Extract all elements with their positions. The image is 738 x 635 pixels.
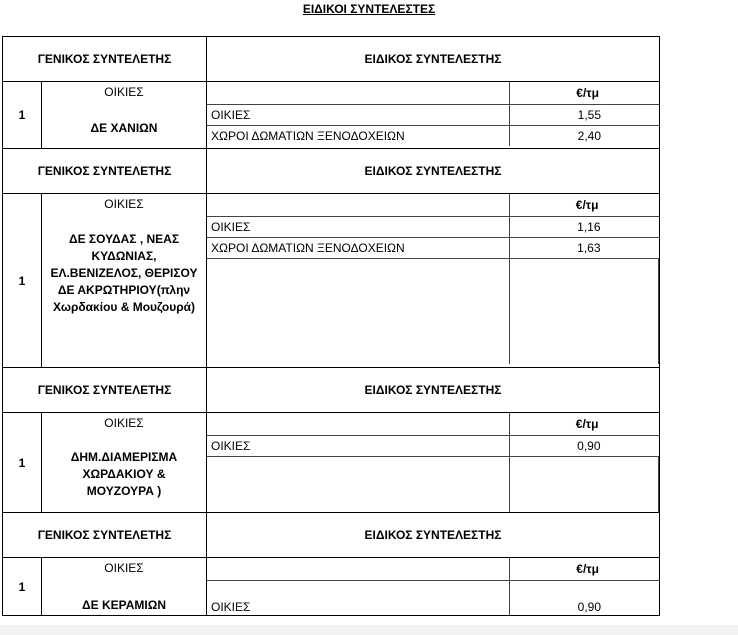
row-value: 1,63 (509, 237, 659, 258)
area-name: ΔΕ ΣΟΥΔΑΣ , ΝΕΑΣ ΚΥΔΩΝΙΑΣ, ΕΛ.ΒΕΝΙΖΕΛΟΣ, ΘΕΡΙΣΟΥ ΔΕ ΑΚΡΩΤΗΡΙΟΥ(πλην Χωρδακίου & Μουζουρά) (50, 232, 198, 314)
coefficients-table (2, 36, 660, 616)
general-coefficient-header: ΓΕΝΙΚΟΣ ΣΥΝΤΕΛΕΤΗΣ (3, 513, 207, 558)
special-cell (207, 194, 660, 368)
section-number: 1 (3, 413, 42, 513)
unit-label: €/τμ (509, 82, 659, 104)
row-label: ΧΩΡΟΙ ΔΩΜΑΤΙΩΝ ΞΕΝΟΔΟΧΕΙΩΝ (207, 125, 509, 146)
general-coefficient-header: ΓΕΝΙΚΟΣ ΣΥΝΤΕΛΕΤΗΣ (3, 37, 207, 82)
unit-label: €/τμ (509, 413, 659, 435)
special-subtable (207, 558, 659, 615)
blank-cell (509, 258, 659, 364)
blank-cell (509, 456, 659, 512)
row-value: 2,40 (577, 128, 601, 143)
section-number: 1 (3, 82, 42, 149)
row-label: ΟΙΚΙΕΣ (207, 580, 509, 615)
blank-cell (207, 82, 509, 104)
special-subtable (207, 194, 659, 364)
unit-label: €/τμ (509, 558, 659, 580)
special-subtable (207, 82, 659, 146)
section-row (3, 194, 660, 368)
row-value: 1,55 (509, 104, 659, 125)
row-value: 0,90 (577, 600, 601, 614)
general-cell (42, 82, 207, 149)
general-cell (42, 413, 207, 513)
special-coefficient-header: ΕΙΔΙΚΟΣ ΣΥΝΤΕΛΕΣΤΗΣ (207, 368, 660, 413)
row-label: ΧΩΡΟΙ ΔΩΜΑΤΙΩΝ ΞΕΝΟΔΟΧΕΙΩΝ (207, 237, 509, 258)
general-cell (42, 558, 207, 616)
row-label: ΟΙΚΙΕΣ (207, 104, 509, 125)
special-cell (207, 558, 660, 616)
section-header-row (3, 37, 660, 82)
section-header-row (3, 368, 660, 413)
section-row (3, 82, 660, 149)
unit-label: €/τμ (509, 194, 659, 216)
special-cell (207, 413, 660, 513)
general-coefficient-header: ΓΕΝΙΚΟΣ ΣΥΝΤΕΛΕΤΗΣ (3, 368, 207, 413)
category-label: ΟΙΚΙΕΣ (104, 85, 144, 99)
blank-cell (207, 456, 509, 512)
area-name: ΔΕ ΚΕΡΑΜΙΩΝ (81, 598, 167, 612)
blank-cell (207, 258, 509, 364)
footer-band (0, 625, 738, 635)
general-coefficient-header: ΓΕΝΙΚΟΣ ΣΥΝΤΕΛΕΤΗΣ (3, 149, 207, 194)
category-label: ΟΙΚΙΕΣ (104, 197, 144, 211)
page-title: ΕΙΔΙΚΟΙ ΣΥΝΤΕΛΕΣΤΕΣ (302, 2, 436, 16)
blank-cell (207, 194, 509, 216)
section-number: 1 (3, 194, 42, 368)
row-value: 0,90 (509, 435, 659, 456)
special-cell (207, 82, 660, 149)
special-subtable (207, 413, 659, 512)
row-value: 1,16 (509, 216, 659, 237)
general-cell (42, 194, 207, 368)
section-number: 1 (3, 558, 42, 616)
special-coefficient-header: ΕΙΔΙΚΟΣ ΣΥΝΤΕΛΕΣΤΗΣ (207, 149, 660, 194)
blank-cell (207, 413, 509, 435)
category-label: ΟΙΚΙΕΣ (104, 561, 144, 575)
row-label: ΟΙΚΙΕΣ (207, 435, 509, 456)
row-label: ΟΙΚΙΕΣ (207, 216, 509, 237)
area-name: ΔΕ ΧΑΝΙΩΝ (90, 121, 158, 135)
area-name: ΔΗΜ.ΔΙΑΜΕΡΙΣΜΑ ΧΩΡΔΑΚΙΟΥ & ΜΟΥΖΟΥΡΑ ) (70, 450, 178, 498)
special-coefficient-header: ΕΙΔΙΚΟΣ ΣΥΝΤΕΛΕΣΤΗΣ (207, 513, 660, 558)
section-row (3, 413, 660, 513)
section-header-row (3, 149, 660, 194)
category-label: ΟΙΚΙΕΣ (104, 416, 144, 430)
blank-cell (207, 558, 509, 580)
section-header-row (3, 513, 660, 558)
section-row (3, 558, 660, 616)
special-coefficient-header: ΕΙΔΙΚΟΣ ΣΥΝΤΕΛΕΣΤΗΣ (207, 37, 660, 82)
